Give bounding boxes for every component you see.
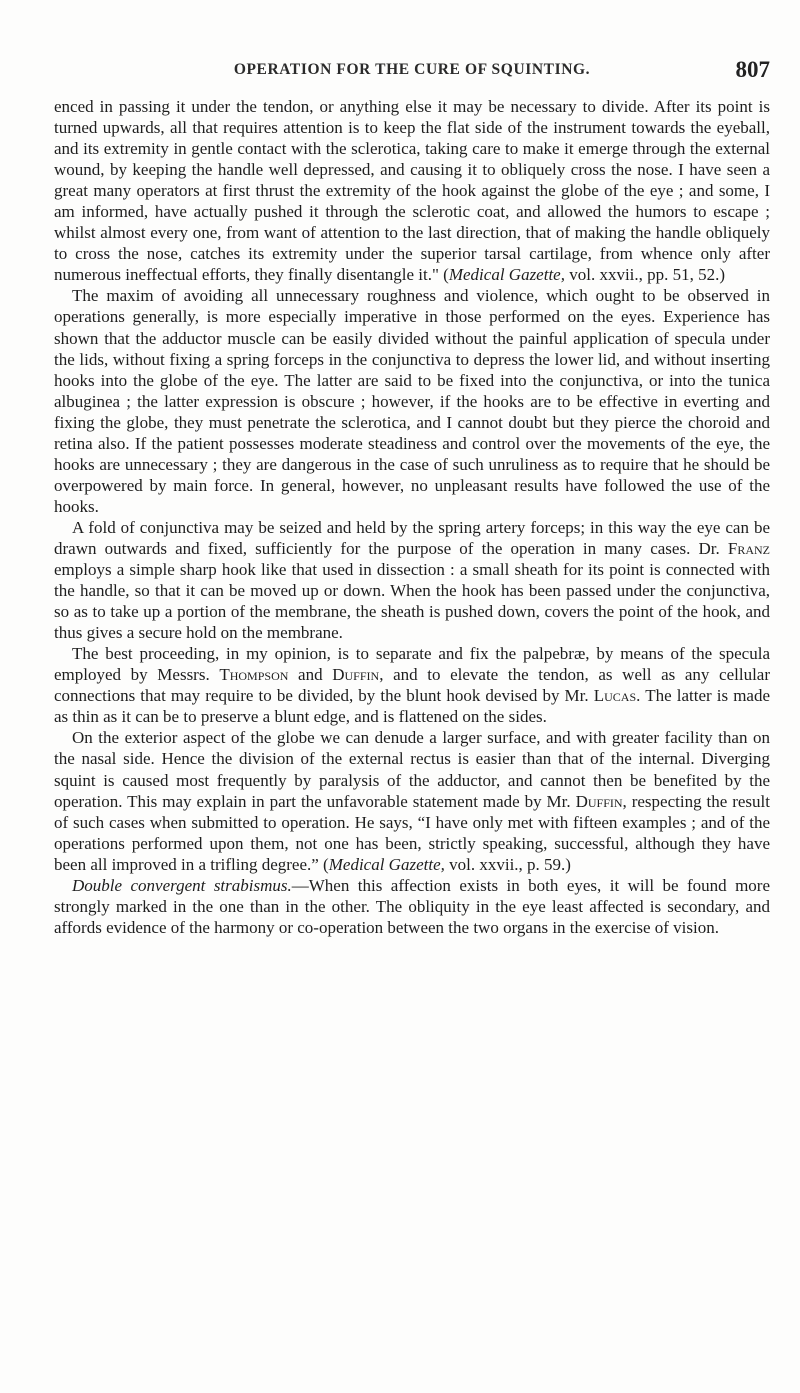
page-number: 807 [735,57,770,82]
running-title: OPERATION FOR THE CURE OF SQUINTING. [233,61,591,78]
name-thompson: Thompson [219,665,289,685]
paragraph-4-conjunction: and [288,665,333,685]
name-duffin: Duffin [332,665,380,685]
running-header [54,55,770,85]
citation-2-details: vol. xxvii., p. 59.) [444,854,571,874]
paragraph-4-text-start: The best proceeding, in my opinion, is to separate and fix the palpebræ, by means of the specula employed by Messrs. [54,644,770,685]
paragraph-4-text-end: . The latter is made as thin as it can be to preserve a blunt edge, and is flattened on the sides. [54,686,771,727]
paragraph-6-text: —When this affection exists in both eyes, it will be found more strongly marked in the one than in the other. The obliquity in the eye least affected is secondary, and affords evidence of the harmony or co-operation between the two organs in the exercise of vision. [54,875,771,937]
paragraph-6 [54,875,770,938]
paragraph-2 [54,285,770,517]
paragraph-5-text-middle: , respecting the result of such cases when submitted to operation. He says, “I have only met with fifteen examples ; and of the operations performed upon them, not one has been, strictly speaking, successful, although they have been all improved in a trifling degree.” ( [54,791,770,874]
name-duffin-2: Duffin [575,791,623,811]
citation-1-details: vol. xxvii., pp. 51, 52.) [564,265,726,285]
name-franz: Franz [727,538,770,558]
paragraph-1-text: enced in passing it under the tendon, or anything else it may be necessary to divide. After its point is turned upwards, all that requires attention is to keep the flat side of the instrument towards the eyeball, and its extremity in gentle contact with the sclerotica, taking care to make it emerge through the external wound, by keeping the handle well depressed, and causing it to obliquely cross the nose. I have seen a great many operators at first thrust the extremity of the hook against the globe of the eye ; and some, I am informed, have actually pushed it through the sclerotic coat, and allowed the humors to escape ; whilst almost every one, from want of attention to the last direction, that of making the handle obliquely to cross the nose, catches its extremity under the superior tarsal cartilage, from whence only after numerous ineffectual efforts, they finally disentangle it." ( [54,97,770,285]
paragraph-3-text-start: A fold of conjunctiva may be seized and held by the spring artery forceps; in this way the eye can be drawn outwards and fixed, sufficiently for the purpose of the operation in many cases. Dr. [54,517,770,558]
paragraph-4-text-middle: , and to elevate the tendon, as well as any cellular connections that may require to be divided, by the blunt hook devised by Mr. [54,665,770,706]
citation-medical-gazette-1: Medical Gazette, [448,265,565,285]
section-heading-double-convergent-strabismus: Double convergent strabismus. [72,875,292,895]
paragraph-1 [54,96,770,285]
paragraph-3-text-end: employs a simple sharp hook like that used in dissection : a small sheath for its point is connected with the handle, so that it can be moved up or down. When the hook has been passed under the conjunctiva, so as to take up a portion of the membrane, the sheath is pushed down, covers the point of the hook, and thus gives a secure hold on the membrane. [54,560,770,643]
paragraph-4 [54,643,770,727]
body-text [54,96,770,938]
name-lucas: Lucas [593,686,637,706]
paragraph-3 [54,517,770,643]
paragraph-2-text: The maxim of avoiding all unnecessary roughness and violence, which ought to be observed in operations generally, is more especially imperative in those performed on the eyes. Experience has shown that the adductor muscle can be easily divided without the painful application of specula under the lids, without fixing a spring forceps in the conjunctiva to depress the lower lid, and without inserting hooks into the globe of the eye. The latter are said to be fixed into the conjunctiva, or into the tunica albuginea ; the latter expression is obscure ; however, if the hooks are to be effective in everting and fixing the globe, they must penetrate the sclerotica, and I cannot doubt but they pierce the choroid and retina also. If the patient possesses moderate steadiness and control over the movements of the eye, the hooks are unnecessary ; they are dangerous in the case of such unruliness as to require that he should be overpowered by main force. In general, however, no unpleasant results have followed the use of the hooks. [54,286,770,516]
citation-medical-gazette-2: Medical Gazette, [328,854,445,874]
paragraph-5-text-start: On the exterior aspect of the globe we can denude a larger surface, and with greater facility than on the nasal side. Hence the division of the external rectus is easier than that of the internal. Diverging squint is caused most frequently by paralysis of the adductor, and cannot then be benefited by the operation. This may explain in part the unfavorable statement made by Mr. [54,728,770,811]
paragraph-5 [54,727,770,874]
